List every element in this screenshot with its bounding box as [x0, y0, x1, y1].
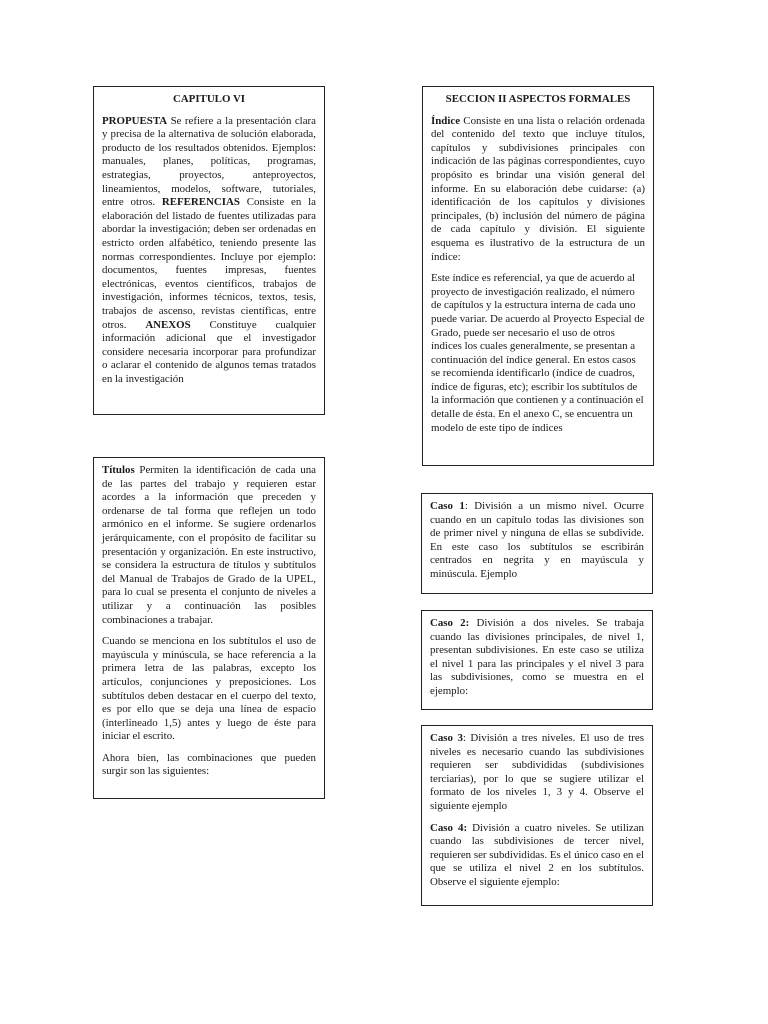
caso-4-paragraph	[430, 822, 644, 890]
caso-3-term: Caso 3	[430, 732, 463, 744]
caso-3-paragraph	[430, 732, 644, 814]
caso-4-term: Caso 4:	[430, 821, 468, 834]
seccion-ii-box	[422, 86, 654, 466]
titulos-paragraph-2: Cuando se menciona en los subtítulos el uso de mayúscula y minúscula, se hace referencia a la primera letra de las palabras, excepto los artículos, conjunciones y preposiciones. Los subtítulos deben destacar en el cuerpo del texto, es por ello que se deja una línea de espacio (interlineado 1,5) antes y luego de éste para iniciar el escrito.	[102, 635, 316, 743]
propuesta-text: Se refiere a la presentación clara y precisa de la alternativa de solución elaborada, producto de los resultados obtenidos. Ejemplos: manuales, planes, políticas, programas, estrategias, proyectos, anteproyectos, lineamientos, modelos, software, tutoriales, entre otros.	[102, 114, 316, 209]
capitulo-vi-box	[93, 86, 325, 415]
caso-1-box	[421, 493, 653, 594]
indice-paragraph	[431, 115, 645, 265]
referencias-text: Consiste en la elaboración del listado de fuentes utilizadas para abordar la investigación; deben ser ordenadas en estricto orden alfabético, teniendo presente las normas correspondientes. Incluye por ejemplo: documentos, fuentes impresas, fuentes electrónicas, eventos científicos, trabajos de investigación, informes técnicos, textos, tesis, trabajos de ascenso, revistas científicas, entre otros.	[102, 196, 316, 331]
indice-text: Consiste en una lista o relación ordenada del contenido del texto que incluye títulos, capítulos y subdivisiones principales con indicación de las páginas correspondientes, cuyo propósito es brindar una visión general del informe. En su elaboración debe cuidarse: (a) identificación de los capítulos y divisiones principales, (b) inclusión del número de página de cada capítulo y división. El siguiente esquema es ilustrativo de la estructura de un índice:	[431, 114, 645, 263]
caso-2-text: División a dos niveles. Se trabaja cuando las divisiones principales, de nivel 1, presentan subdivisiones. En este caso se utiliza el nivel 1 para las principales y el nivel 3 para las subdivisiones, como se muestra en el ejemplo:	[430, 617, 644, 697]
referencias-term: REFERENCIAS	[161, 196, 240, 209]
capitulo-body	[102, 115, 316, 387]
caso-2-box	[421, 610, 653, 710]
titulos-text-1: Permiten la identificación de cada una de las partes del trabajo y requieren estar acordes a la información que preceden y ordenarse de tal forma que reflejen un todo armónico en el informe. Se sugiere ordenarlos jerárquicamente, con el propósito de facilitar su presentación y organización. En este instructivo, se considera la estructura de títulos y subtítulos del Manual de Trabajos de Grado de la UPEL, para lo cual se presenta el conjunto de niveles a utilizar y a continuación las posibles combinaciones a trabajar.	[102, 464, 316, 626]
indice-paragraph-2: Este índice es referencial, ya que de acuerdo al proyecto de investigación realizado, el número de capítulos y la estructura interna de cada uno puede variar. De acuerdo al Proyecto Especial de Grado, puede ser necesario el uso de otros índices los cuales generalmente, se presentan a continuación del índice general. En estos casos se recomienda identificarlo (índice de cuadros, índice de figuras, etc); escribir los subtítulos de la información que contienen y a continuación el detalle de ésta. En el anexo C, se encuentra un modelo de este tipo de índices	[431, 272, 645, 434]
anexos-text: Constituye cualquier información adicional que el investigador considere necesaria incorporar para profundizar o aclarar el contenido de algunos temas tratados en la investigación	[102, 318, 316, 385]
titulos-paragraph-3: Ahora bien, las combinaciones que pueden surgir son las siguientes:	[102, 751, 316, 778]
caso-1-text: : División a un mismo nivel. Ocurre cuando en un capítulo todas las divisiones son de primer nivel y ninguna de ellas se subdivide. En este caso los subtítulos se escribirán centrados en negrita y en mayúscula y minúscula. Ejemplo	[430, 500, 644, 580]
caso-1-paragraph	[430, 500, 644, 582]
anexos-term: ANEXOS	[145, 318, 191, 331]
capitulo-title: CAPITULO VI	[172, 93, 246, 105]
indice-term: Índice	[431, 114, 461, 127]
titulos-term: Títulos	[102, 464, 135, 476]
seccion-title: SECCION II ASPECTOS FORMALES	[445, 93, 631, 105]
caso-3-text: : División a tres niveles. El uso de tres niveles es necesario cuando las subdivisiones requieren ser subdivididas (subdivisiones terciarias), por lo que se sugiere utilizar el formato de los niveles 1, 3 y 4. Observe el siguiente ejemplo	[430, 732, 645, 812]
caso-1-term: Caso 1	[430, 500, 465, 512]
caso-3-4-box	[421, 725, 653, 906]
caso-2-paragraph	[430, 617, 644, 699]
titulos-paragraph-1	[102, 464, 316, 627]
titulos-box	[93, 457, 325, 799]
caso-4-text: División a cuatro niveles. Se utilizan cuando las subdivisiones de tercer nivel, requieren ser subdivididas. Es el único caso en el que se utiliza el nivel 2 en los subtítulos. Observe el siguiente ejemplo:	[430, 821, 644, 888]
caso-2-term: Caso 2:	[430, 617, 470, 629]
propuesta-term: PROPUESTA	[102, 114, 168, 127]
